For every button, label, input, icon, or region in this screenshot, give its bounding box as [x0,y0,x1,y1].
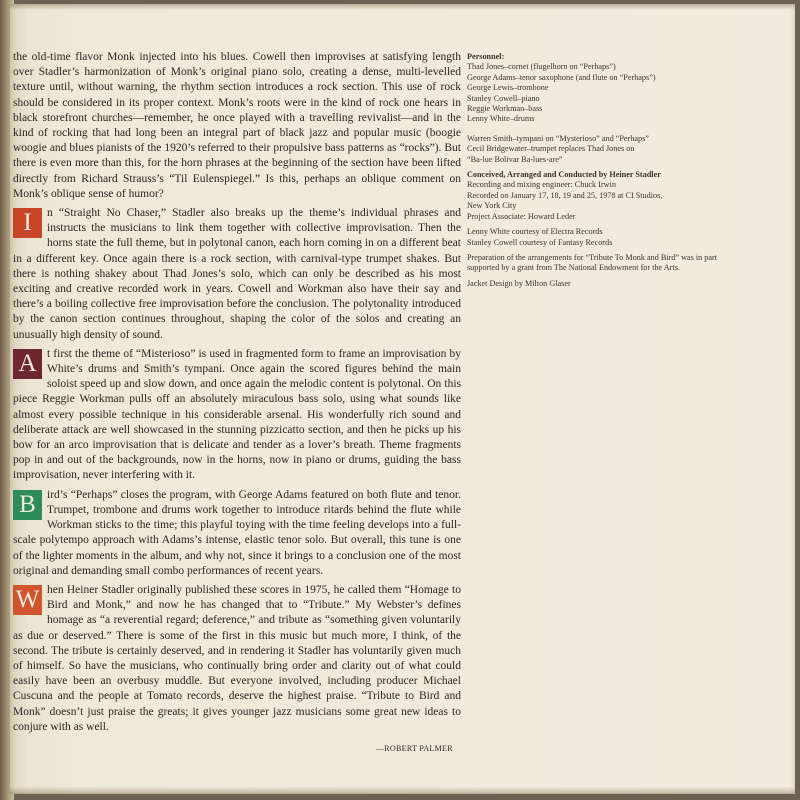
section-text: ird’s “Perhaps” closes the program, with George Adams featured on both flute and tenor. Trumpet, trombone and drums work together to introduce ritards behind the flute while Workman sticks to the time; this playful toying with the time feeling develops into a full-scale polytempo approach with Adams’s intense, elastic tenor solo. But overall, this tune is one of the lighter moments in the album, and why not, since it brings to a conclusion one of the most original and demanding small combo performances of recent years. [13,488,461,577]
section-text: t first the theme of “Misterioso” is used in fragmented form to frame an improvisation by White’s drums and Smith’s tympani. Once again the scored figures behind the main soloist speed up and slow down, and once again the melodic content is polytonal. On this piece Reggie Workman pulls off an absolutely miraculous bass solo, using what sounds like almost every possible technique in his considerable arsenal. His wonderfully rich sound and deliberate attack are well showcased in the stunning pizzicatto section, and then he picks up his bow for an arco improvisation that is delicate and tender as a lover’s breath. Theme fragments pop in and out of the backgrounds, now in the horns, now in piano or drums, guiding the bass improvisation, never interfering with it. [13,347,461,482]
additional-musician-line: Warren Smith–tympani on “Mysterioso” and “Perhaps” [467,133,649,143]
additional-musician-line: Cecil Bridgewater–trumpet replaces Thad Jones on [467,144,635,154]
recording-line: New York City [467,201,517,211]
courtesy-line: Stanley Cowell courtesy of Fantasy Records [467,237,613,247]
personnel-line: Reggie Workman–bass [467,104,543,114]
conducted-by-heading: Conceived, Arranged and Conducted by Heiner Stadler [467,170,661,180]
jacket-design-credit: Jacket Design by Milton Glaser [467,278,571,288]
personnel-line: Lenny White–drums [467,114,535,124]
personnel-line: Thad Jones–cornet (flugelhorn on “Perhaps”) [467,62,616,72]
essay-section-tribute [13,583,461,735]
recording-line: Project Associate: Howard Leder [467,211,576,221]
personnel-line: George Adams–tenor saxophone (and flute on “Perhaps”) [467,72,656,82]
author-byline: —ROBERT PALMER [376,744,453,753]
section-text: n “Straight No Chaser,” Stadler also breaks up the theme’s individual phrases and instructs the musicians to link them together with collective improvisation. Then the horns state the full theme, but in polytonal canon, each horn coming in on a different beat in a different key. Once again there is a rock section, with carnival-type trumpet shakes. But there is nothing shakey about Thad Jones’s solo, which can only be described as his most exciting and creative recorded work in years. Cowell and Workman also have their say and there’s a boiling collective free improvisation before the conclusion. The polytonality introduced by the canon section continues throughout, shaping the color of the solos and creating an unusually high density of sound. [13,207,461,341]
essay-column [13,50,461,739]
essay-section-perhaps [13,488,461,579]
recording-line: Recording and mixing engineer: Chuck Irwin [467,180,616,190]
drop-cap-initial: A [13,349,42,379]
personnel-line: Stanley Cowell–piano [467,93,540,103]
drop-cap-initial: B [13,490,42,520]
courtesy-line: Lenny White courtesy of Electra Records [467,227,603,237]
essay-section-straight-no-chaser [13,206,461,343]
drop-cap-initial: I [13,208,42,238]
grant-note: Preparation of the arrangements for “Tribute To Monk and Bird” was in part supported by a grant from The National Endowment for the Arts. [467,252,717,273]
personnel-heading: Personnel: [467,52,505,61]
recording-line: Recorded on January 17, 18, 19 and 25, 1978 at CI Studios, [467,190,663,200]
liner-notes-page [10,4,795,794]
personnel-line: George Lewis–trombone [467,83,549,93]
essay-section-misterioso [13,347,461,484]
essay-paragraph: the old-time flavor Monk injected into his blues. Cowell then improvises at satisfying length over Stadler’s harmonization of Monk’s original piano solo, creating a dense, multi-levelled texture until, without warning, the rhythm section introduces a rock section. This use of rock should be considered in its proper context. Monk’s roots were in the kind of rock one hears in black storefront churches—remember, he once played with a travelling revivalist—and in the kind of rocking that had long been an integral part of black jazz and popular music (boogie woogie and blues pianists of the 1920’s referred to their propulsive bass patterns as “rocks”). But there is even more than this, for the horn phrases at the beginning of the section have been lifted directly from Richard Strauss’s “Til Eulenspiegel.” Is this, perhaps an oblique comment on Monk’s oblique sense of humor? [13,51,461,200]
credits-column [467,52,729,289]
section-text: hen Heiner Stadler originally published these scores in 1975, he called them “Homage to Bird and Monk,” and now he has changed that to “Tribute.” My Webster’s defines homage as “a reverential regard; deference,” and tribute as “something given voluntarily as due or deserved.” There is some of the first in this music but much more, I think, of the second. The tribute is certainly deserved, and in rendering it Stadler has voluntarily given much of himself. So have the musicians, who continually bring order and clarity out of what could easily have been an overbusy muddle. But everyone involved, including producer Michael Cuscuna and the people at Tomato records, deserve the highest praise. “Tribute to Bird and Monk” doesn’t just praise the greats; it gives younger jazz musicians some great new ideas to conjure with as well. [13,583,461,733]
drop-cap-initial: W [13,585,42,615]
additional-musician-line: “Ba-lue Bolivar Ba-lues-are” [467,154,563,164]
